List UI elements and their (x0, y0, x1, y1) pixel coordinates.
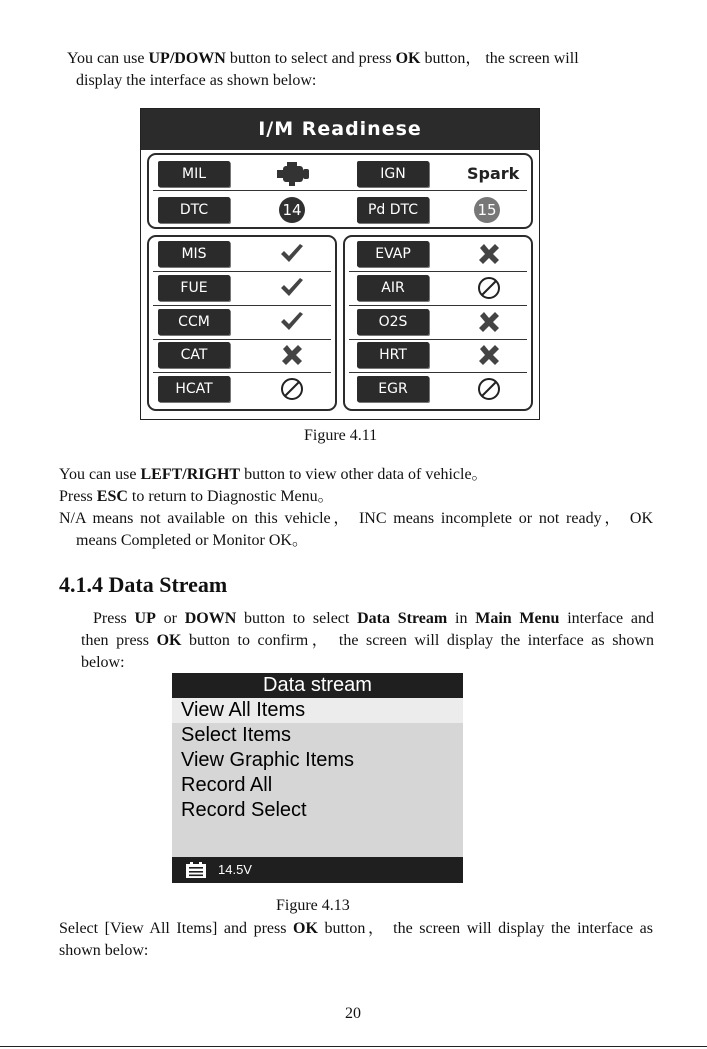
menu-item-select-items[interactable]: Select Items (181, 724, 292, 746)
ds-paragraph-line-2 (81, 630, 654, 652)
divider (153, 339, 331, 340)
cross-icon (475, 341, 503, 369)
key-up: UP (134, 610, 156, 627)
data-stream-title: Data stream (172, 673, 463, 698)
note-esc (59, 486, 334, 508)
divider (153, 305, 331, 306)
key-esc: ESC (96, 488, 128, 505)
pd-dtc-count-badge: 15 (474, 197, 500, 223)
key-ok: OK (293, 920, 318, 937)
intro-text: button to select and press (225, 50, 396, 67)
closing-text: button， the screen will display the interface as (317, 920, 653, 937)
key-ok: OK (156, 632, 182, 649)
menu-item-view-all-items[interactable]: View All Items (172, 698, 463, 723)
key-down: DOWN (184, 610, 237, 627)
cross-icon (278, 341, 306, 369)
para-text: button to select (236, 610, 358, 627)
mil-label: MIL (158, 161, 230, 187)
menu-main-menu: Main Menu (475, 610, 560, 627)
note-text: button to view other data of vehicle。 (240, 466, 488, 483)
page-bottom-rule (0, 1046, 707, 1047)
monitor-label-evap: EVAP (357, 241, 429, 267)
monitor-label-air: AIR (357, 275, 429, 301)
menu-item-record-select[interactable]: Record Select (181, 799, 307, 821)
battery-voltage: 14.5V (218, 862, 252, 877)
im-readiness-screen (140, 108, 540, 420)
para-text: or (155, 610, 185, 627)
monitor-label-o2s: O2S (357, 309, 429, 335)
engine-icon (275, 159, 313, 189)
battery-icon (186, 862, 206, 878)
note-left-right (59, 464, 488, 486)
note-text: Press (59, 488, 97, 505)
check-icon (278, 308, 306, 336)
dtc-count-badge: 14 (279, 197, 305, 223)
monitor-label-hcat: HCAT (158, 376, 230, 402)
note-status-legend-cont: means Completed or Monitor OK。 (76, 532, 308, 549)
divider (153, 271, 331, 272)
page-number: 20 (345, 1005, 361, 1022)
cross-icon (475, 308, 503, 336)
not-available-icon (475, 274, 503, 302)
para-text: then press (81, 632, 157, 649)
monitor-label-ccm: CCM (158, 309, 230, 335)
ign-label: IGN (357, 161, 429, 187)
divider (153, 372, 331, 373)
figure-caption-4-11: Figure 4.11 (304, 427, 378, 444)
data-stream-screen (172, 673, 463, 883)
divider (349, 339, 527, 340)
cross-icon (475, 240, 503, 268)
section-heading: 4.1.4 Data Stream (59, 572, 228, 597)
closing-line-2: shown below: (59, 942, 149, 959)
check-icon (278, 240, 306, 268)
menu-item-record-all[interactable]: Record All (181, 774, 273, 796)
dtc-label: DTC (158, 197, 230, 223)
key-left-right: LEFT/RIGHT (140, 466, 241, 483)
key-up-down: UP/DOWN (148, 50, 226, 67)
note-text: to return to Diagnostic Menu。 (127, 488, 334, 505)
monitor-label-egr: EGR (357, 376, 429, 402)
divider (349, 305, 527, 306)
figure-caption-4-13: Figure 4.13 (276, 897, 350, 914)
menu-data-stream: Data Stream (357, 610, 448, 627)
para-text: in (447, 610, 476, 627)
monitor-label-hrt: HRT (357, 342, 429, 368)
ds-paragraph-line-1 (93, 608, 654, 630)
para-text: button to confirm， the screen will display the interface as shown (181, 632, 654, 649)
ign-value: Spark (467, 164, 520, 183)
check-icon (278, 274, 306, 302)
intro-text: You can use (67, 50, 149, 67)
divider (153, 190, 527, 191)
divider (349, 271, 527, 272)
closing-line-1 (59, 918, 653, 940)
monitor-label-fue: FUE (158, 275, 230, 301)
im-screen-title: I/M Readinese (141, 109, 539, 150)
divider (349, 372, 527, 373)
menu-item-view-graphic-items[interactable]: View Graphic Items (181, 749, 355, 771)
para-text: Press (93, 610, 135, 627)
intro-line-2: display the interface as shown below: (76, 72, 317, 89)
monitor-label-mis: MIS (158, 241, 230, 267)
closing-text: Select [View All Items] and press (59, 920, 294, 937)
ds-paragraph-line-3: below: (81, 654, 125, 671)
not-available-icon (475, 375, 503, 403)
not-available-icon (278, 375, 306, 403)
data-stream-status-bar (172, 857, 463, 883)
para-text: interface and (559, 610, 655, 627)
key-ok: OK (395, 50, 421, 67)
note-status-legend: N/A means not available on this vehicle， INC means incomplete or not ready， OK (59, 510, 653, 527)
pd-dtc-label: Pd DTC (357, 197, 429, 223)
monitor-label-cat: CAT (158, 342, 230, 368)
note-text: You can use (59, 466, 141, 483)
intro-text: button， the screen will (420, 50, 579, 67)
intro-line-1 (67, 48, 654, 70)
